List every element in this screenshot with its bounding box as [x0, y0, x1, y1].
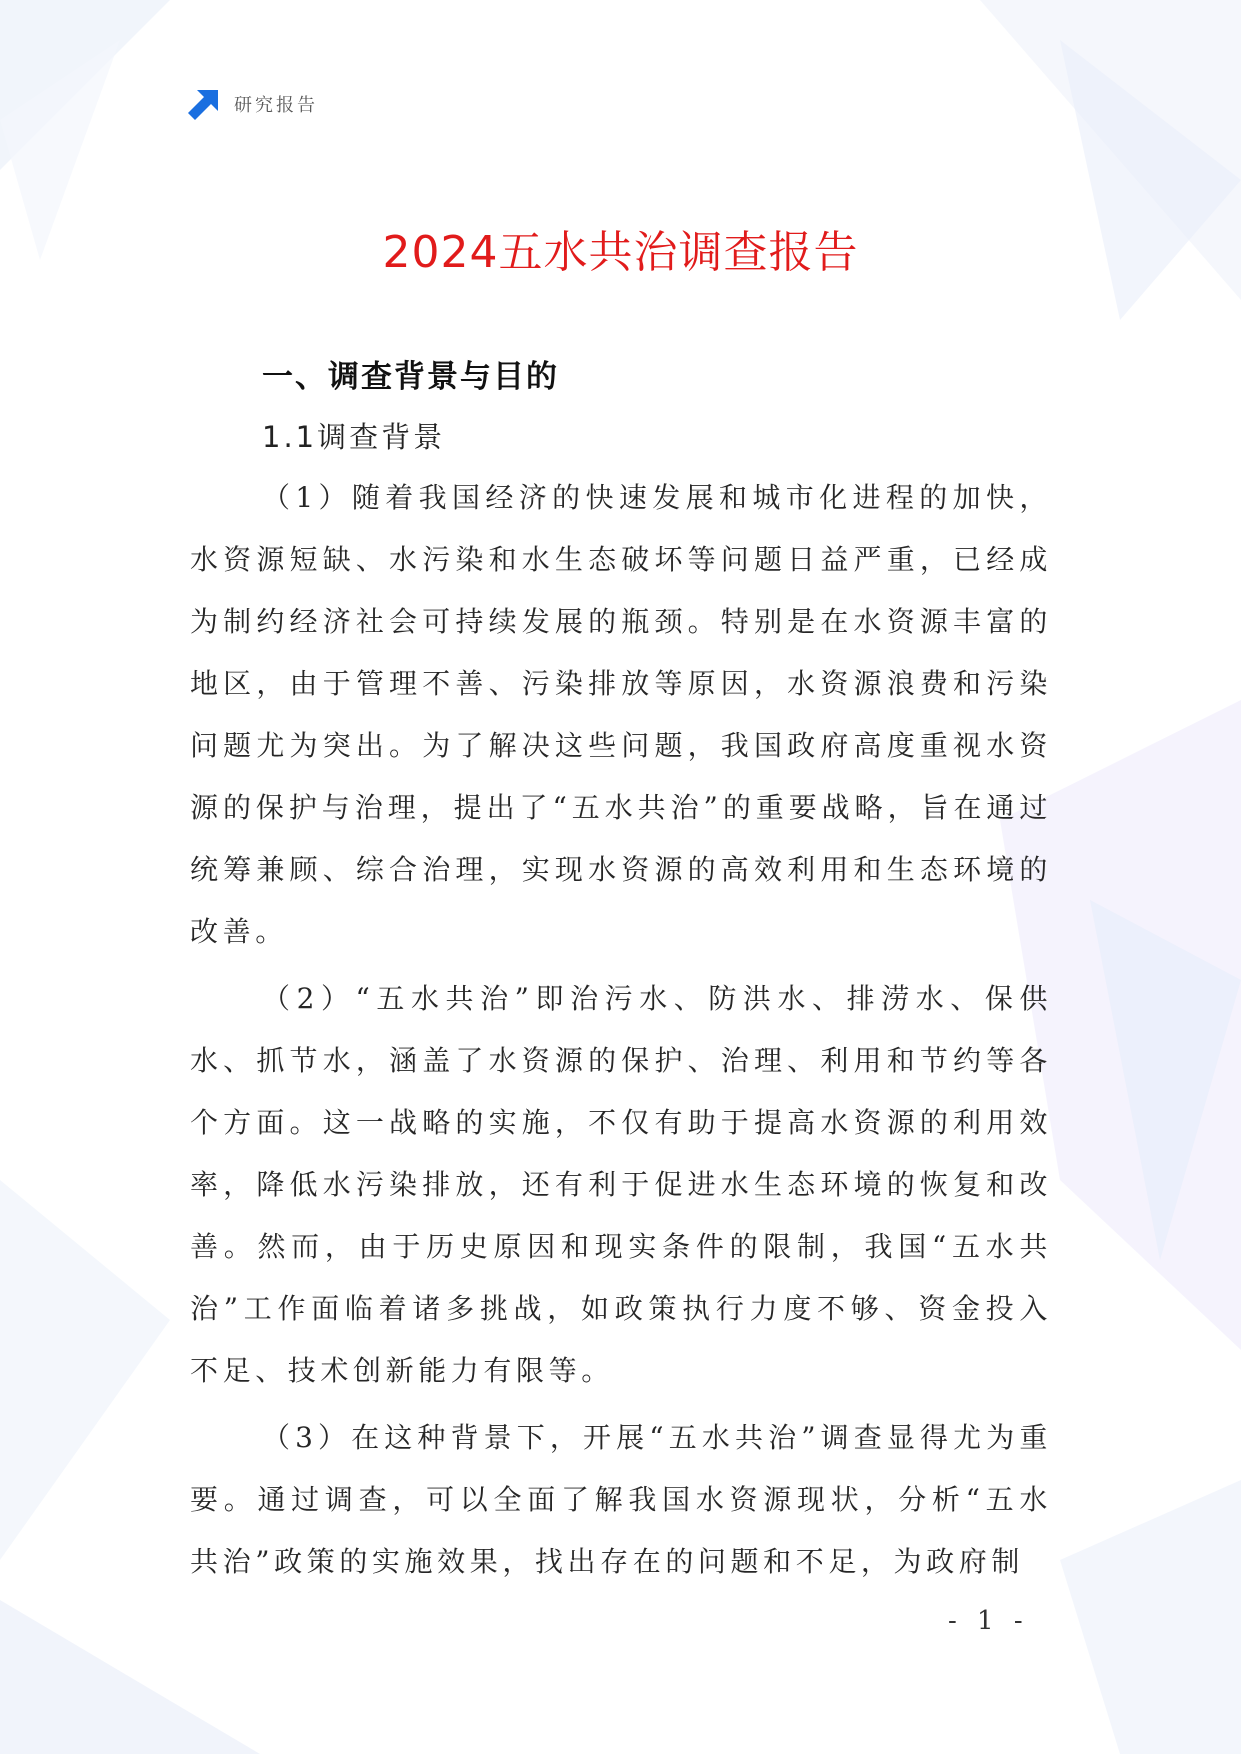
subsection-heading: 1.1调查背景 [262, 420, 446, 454]
header-label: 研究报告 [234, 95, 318, 116]
body-paragraph-1: （1）随着我国经济的快速发展和城市化进程的加快，水资源短缺、水污染和水生态破坏等问题日益严重，已经成为制约经济社会可持续发展的瓶颈。特别是在水资源丰富的地区，由于管理不善、污染排放等原因，水资源浪费和污染问题尤为突出。为了解决这些问题，我国政府高度重视水资源的保护与治理，提出了“五水共治”的重要战略，旨在通过统筹兼顾、综合治理，实现水资源的高效利用和生态环境的改善。 [190, 481, 1052, 948]
arrow-up-right-icon [186, 86, 222, 122]
page-number: - 1 - [948, 1606, 1029, 1636]
body-paragraph-2: （2）“五水共治”即治污水、防洪水、排涝水、保供水、抓节水，涵盖了水资源的保护、治理、利用和节约等各个方面。这一战略的实施，不仅有助于提高水资源的利用效率，降低水污染排放，还有利于促进水生态环境的恢复和改善。然而，由于历史原因和现实条件的限制，我国“五水共治”工作面临着诸多挑战，如政策执行力度不够、资金投入不足、技术创新能力有限等。 [190, 982, 1052, 1387]
document-header [186, 86, 318, 122]
document-body [190, 352, 1052, 1593]
section-heading: 一、调查背景与目的 [262, 359, 559, 395]
body-paragraph-3: （3）在这种背景下，开展“五水共治”调查显得尤为重要。通过调查，可以全面了解我国水资源现状，分析“五水共治”政策的实施效果，找出存在的问题和不足，为政府制 [190, 1421, 1052, 1578]
document-title: 2024五水共治调查报告 [382, 227, 859, 278]
